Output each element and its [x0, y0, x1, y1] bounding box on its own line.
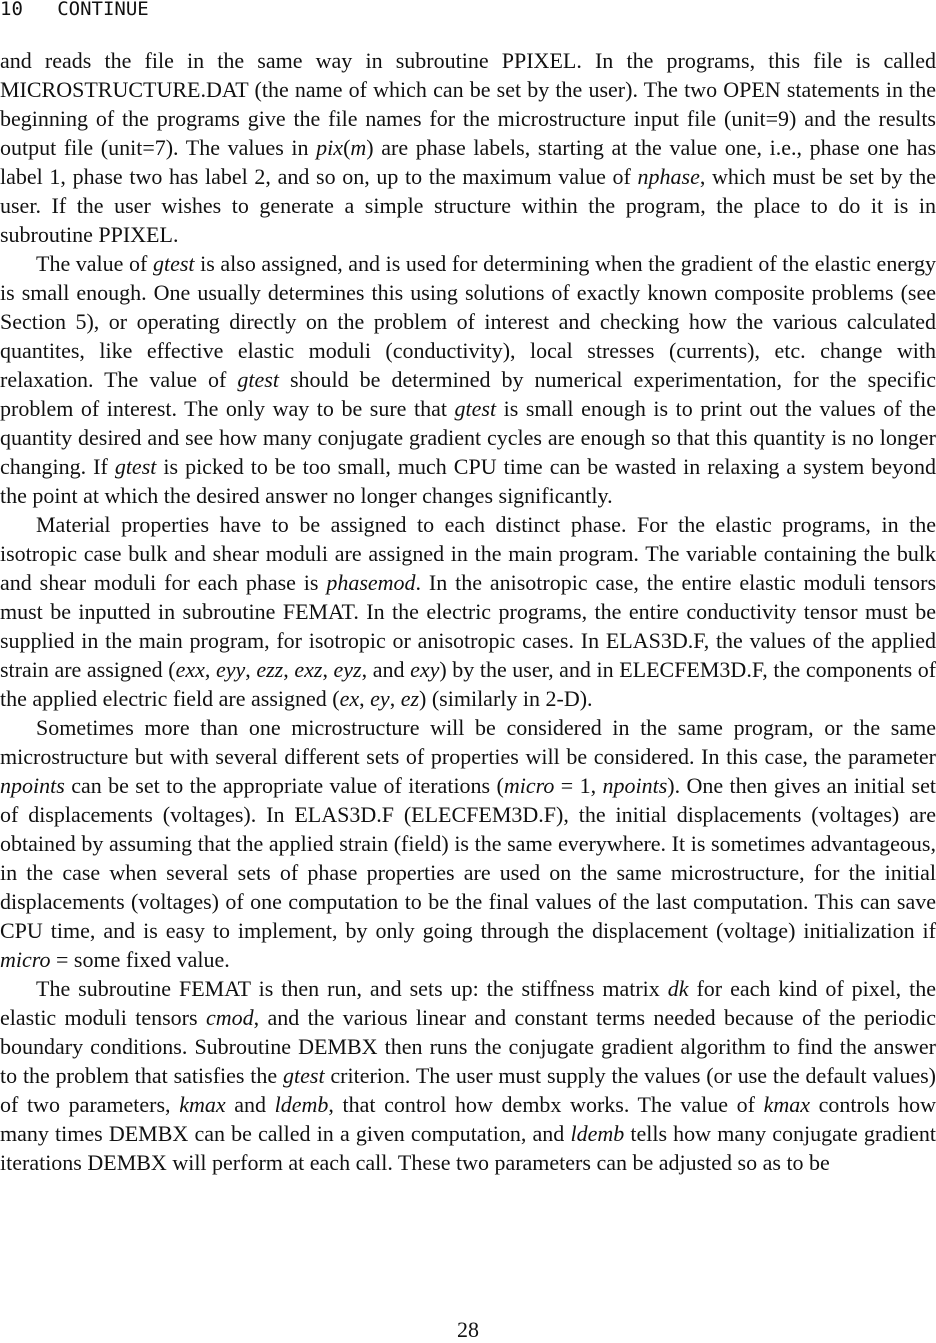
- variable-name: ex: [339, 686, 360, 711]
- variable-name: npoints: [0, 773, 65, 798]
- text-run: , which must be set by the user. If the user wishes to generate a simple structure within the program, the place to do it is in subroutine PPIXEL.: [0, 164, 936, 247]
- text-run: ,: [245, 657, 257, 682]
- text-run: ,: [359, 686, 371, 711]
- variable-name: ldemb: [570, 1121, 625, 1146]
- text-run: The subroutine FEMAT is then run, and sets up: the stiffness matrix: [36, 976, 668, 1001]
- variable-name: eyy: [215, 657, 246, 682]
- variable-name: ldemb: [274, 1092, 329, 1117]
- header-line-number: 10: [0, 0, 23, 20]
- variable-name: kmax: [179, 1092, 226, 1117]
- variable-name: npoints: [602, 773, 668, 798]
- paragraph-1: [0, 46, 936, 249]
- text-run: ) (similarly in 2-D).: [419, 686, 593, 711]
- text-run: Material properties have to be assigned to each distinct phase. For the elastic programs, in the isotropic case bulk and shear moduli are assigned in the main program. The variable containing the bulk and shear moduli for each phase is: [0, 512, 936, 595]
- variable-name: pix: [316, 135, 344, 160]
- variable-name: m: [350, 135, 367, 160]
- paragraph-5: [0, 974, 936, 1177]
- variable-name: gtest: [283, 1063, 325, 1088]
- variable-name: kmax: [763, 1092, 811, 1117]
- text-run: ) are phase labels, starting at the value one, i.e., phase one has label 1, phase two has label 2, and so on, up to the maximum value of: [0, 135, 936, 189]
- text-run: = 1,: [554, 773, 603, 798]
- text-run: controls how many times DEMBX can be called in a given computation, and: [0, 1092, 936, 1146]
- text-run: (: [343, 135, 351, 160]
- variable-name: exz: [294, 657, 323, 682]
- variable-name: micro: [0, 947, 51, 972]
- text-run: ,: [204, 657, 216, 682]
- variable-name: cmod: [205, 1005, 254, 1030]
- variable-name: gtest: [152, 251, 195, 276]
- paragraph-2: [0, 249, 936, 510]
- variable-name: ey: [370, 686, 390, 711]
- text-run: ,: [389, 686, 401, 711]
- text-run: criterion. The user must supply the values (or use the default values) of two parameters,: [0, 1063, 936, 1117]
- text-run: ,: [322, 657, 334, 682]
- text-run: should be determined by numerical experimentation, for the specific problem of interest. The only way to be sure that: [0, 367, 936, 421]
- text-run: for each kind of pixel, the elastic moduli tensors: [0, 976, 936, 1030]
- paragraph-3: [0, 510, 936, 713]
- text-run: Sometimes more than one microstructure will be considered in the same program, or the same microstructure but with several different sets of properties will be considered. In this case, the parameter: [0, 715, 936, 769]
- variable-name: gtest: [454, 396, 497, 421]
- variable-name: gtest: [237, 367, 279, 392]
- variable-name: gtest: [114, 454, 157, 479]
- text-run: and: [225, 1092, 275, 1117]
- page-number: 28: [457, 1317, 479, 1342]
- variable-name: exx: [175, 657, 205, 682]
- variable-name: phasemod: [326, 570, 416, 595]
- text-run: = some fixed value.: [50, 947, 230, 972]
- text-run: ) by the user, and in ELECFEM3D.F, the components of the applied electric field are assigned (: [0, 657, 936, 711]
- text-run: is small enough is to print out the values of the quantity desired and see how many conjugate gradient cycles are enough so that this quantity is no longer changing. If: [0, 396, 936, 479]
- text-run: and reads the file in the same way in subroutine PPIXEL. In the programs, this file is called MICROSTRUCTURE.DAT (the name of which can be set by the user). The two OPEN statements in the beginning of the programs give the file names for the microstructure input file (unit=9) and the results output file (unit=7). The values in: [0, 48, 936, 160]
- text-run: ,: [283, 657, 295, 682]
- text-run: The value of: [36, 251, 153, 276]
- variable-name: micro: [503, 773, 555, 798]
- page-header: [0, 0, 149, 22]
- text-run: is picked to be too small, much CPU time can be wasted in relaxing a system beyond the point at which the desired answer no longer changes significantly.: [0, 454, 936, 508]
- variable-name: eyz: [333, 657, 362, 682]
- variable-name: nphase: [637, 164, 700, 189]
- variable-name: ez: [400, 686, 420, 711]
- text-run: , that control how dembx works. The value of: [328, 1092, 764, 1117]
- text-run: , and the various linear and constant terms needed because of the periodic boundary conditions. Subroutine DEMBX then runs the conjugate gradient algorithm to find the answer to the problem that satisfies the: [0, 1005, 936, 1088]
- text-run: tells how many conjugate gradient iterations DEMBX will perform at each call. These two parameters can be adjusted so as to be: [0, 1121, 936, 1175]
- text-run: is also assigned, and is used for determining when the gradient of the elastic energy is small enough. One usually determines this using solutions of exactly known composite problems (see Section 5), or operating directly on the problem of interest and checking how the various calculated quantites, like effective elastic moduli (conductivity), local stresses (currents), etc. change with relaxation. The value of: [0, 251, 936, 392]
- text-run: . In the anisotropic case, the entire elastic moduli tensors must be inputted in subroutine FEMAT. In the electric programs, the entire conductivity tensor must be supplied in the main program, for isotropic or anisotropic cases. In ELAS3D.F, the values of the applied strain are assigned (: [0, 570, 936, 682]
- text-run: can be set to the appropriate value of iterations (: [64, 773, 504, 798]
- variable-name: ezz: [256, 657, 284, 682]
- paragraph-4: [0, 713, 936, 974]
- variable-name: dk: [667, 976, 689, 1001]
- variable-name: exy: [410, 657, 440, 682]
- body-text: [0, 46, 936, 1177]
- header-keyword: CONTINUE: [57, 0, 149, 20]
- text-run: ). One then gives an initial set of displacements (voltages). In ELAS3D.F (ELECFEM3D.F), the initial displacements (voltages) are obtained by assuming that the applied strain (field) is the same everywhere. It is sometimes advantageous, in the case when several sets of phase properties are used on the same microstructure, for the initial displacements (voltages) of one computation to be the final values of the last computation. This can save CPU time, and is easy to implement, by only going through the displacement (voltage) initialization if: [0, 773, 936, 943]
- text-run: , and: [361, 657, 411, 682]
